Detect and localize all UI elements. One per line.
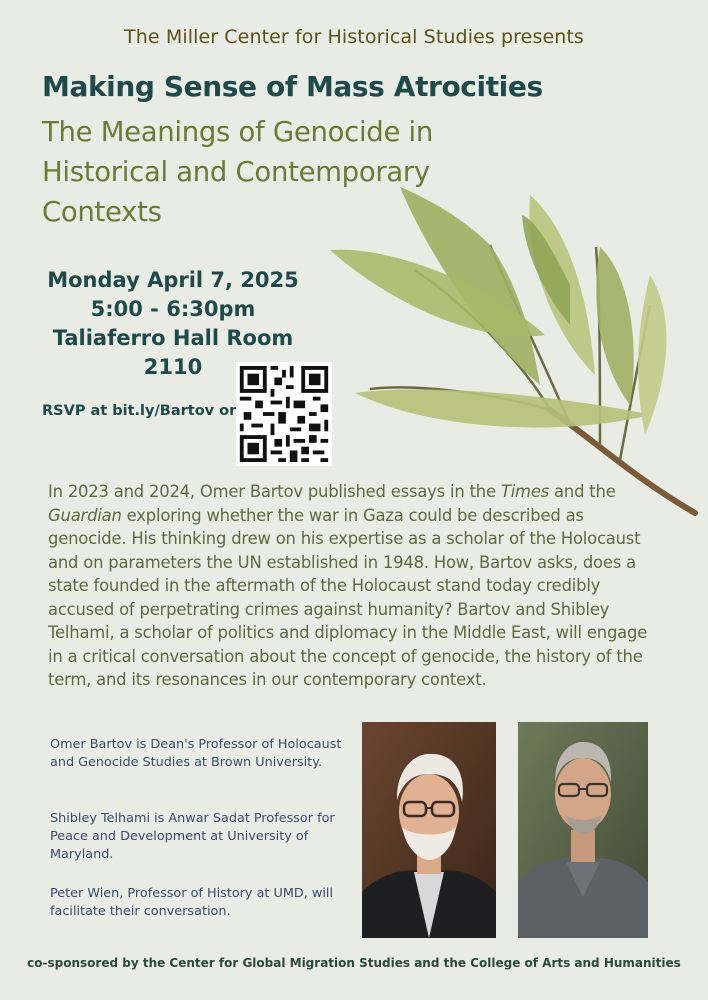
presenter-line: The Miller Center for Historical Studies presents [124, 26, 584, 48]
guardian-newspaper: Guardian [48, 505, 122, 525]
event-title: Making Sense of Mass Atrocities [42, 70, 543, 103]
description-part-1: In 2023 and 2024, Omer Bartov published essays in the [48, 482, 501, 501]
bio-bartov: Omer Bartov is Dean's Professor of Holocaust and Genocide Studies at Brown University. [50, 737, 342, 770]
description-part-2: and the [549, 482, 616, 501]
rsvp-link[interactable]: RSVP at bit.ly/Bartov or [42, 403, 237, 419]
rsvp-qr-code[interactable] [236, 362, 332, 466]
event-time: 5:00 - 6:30pm [90, 297, 256, 321]
bio-telhami: Shibley Telhami is Anwar Sadat Professor for Peace and Development at University of Maryland. [50, 811, 335, 862]
event-location: Taliaferro Hall Room 2110 [52, 326, 294, 379]
bio-wien: Peter Wien, Professor of History at UMD, will facilitate their conversation. [50, 886, 334, 919]
cosponsor-line: co-sponsored by the Center for Global Migration Studies and the College of Arts and Humanities [27, 956, 681, 970]
olive-branch-illustration [300, 175, 700, 525]
description-part-3: exploring whether the war in Gaza could be described as genocide. His thinking drew on his expertise as a scholar of the Holocaust and on parameters the UN established in 1948. How, Bartov asks, does a state founded in the aftermath of the Holocaust stand today credibly accused of perpetrating crimes against humanity? Bartov and Shibley Telhami, a scholar of politics and diplomacy in the Middle East, will engage in a critical conversation about the concept of genocide, the history of the term, and its resonances in our contemporary context. [48, 505, 648, 689]
photo-shibley-telhami [518, 722, 648, 938]
event-date: Monday April 7, 2025 [47, 268, 299, 292]
times-newspaper: Times [500, 482, 550, 501]
event-subtitle: The Meanings of Genocide in Historical and Contemporary Contexts [42, 116, 433, 228]
photo-omer-bartov [362, 722, 496, 938]
event-description [48, 480, 648, 692]
